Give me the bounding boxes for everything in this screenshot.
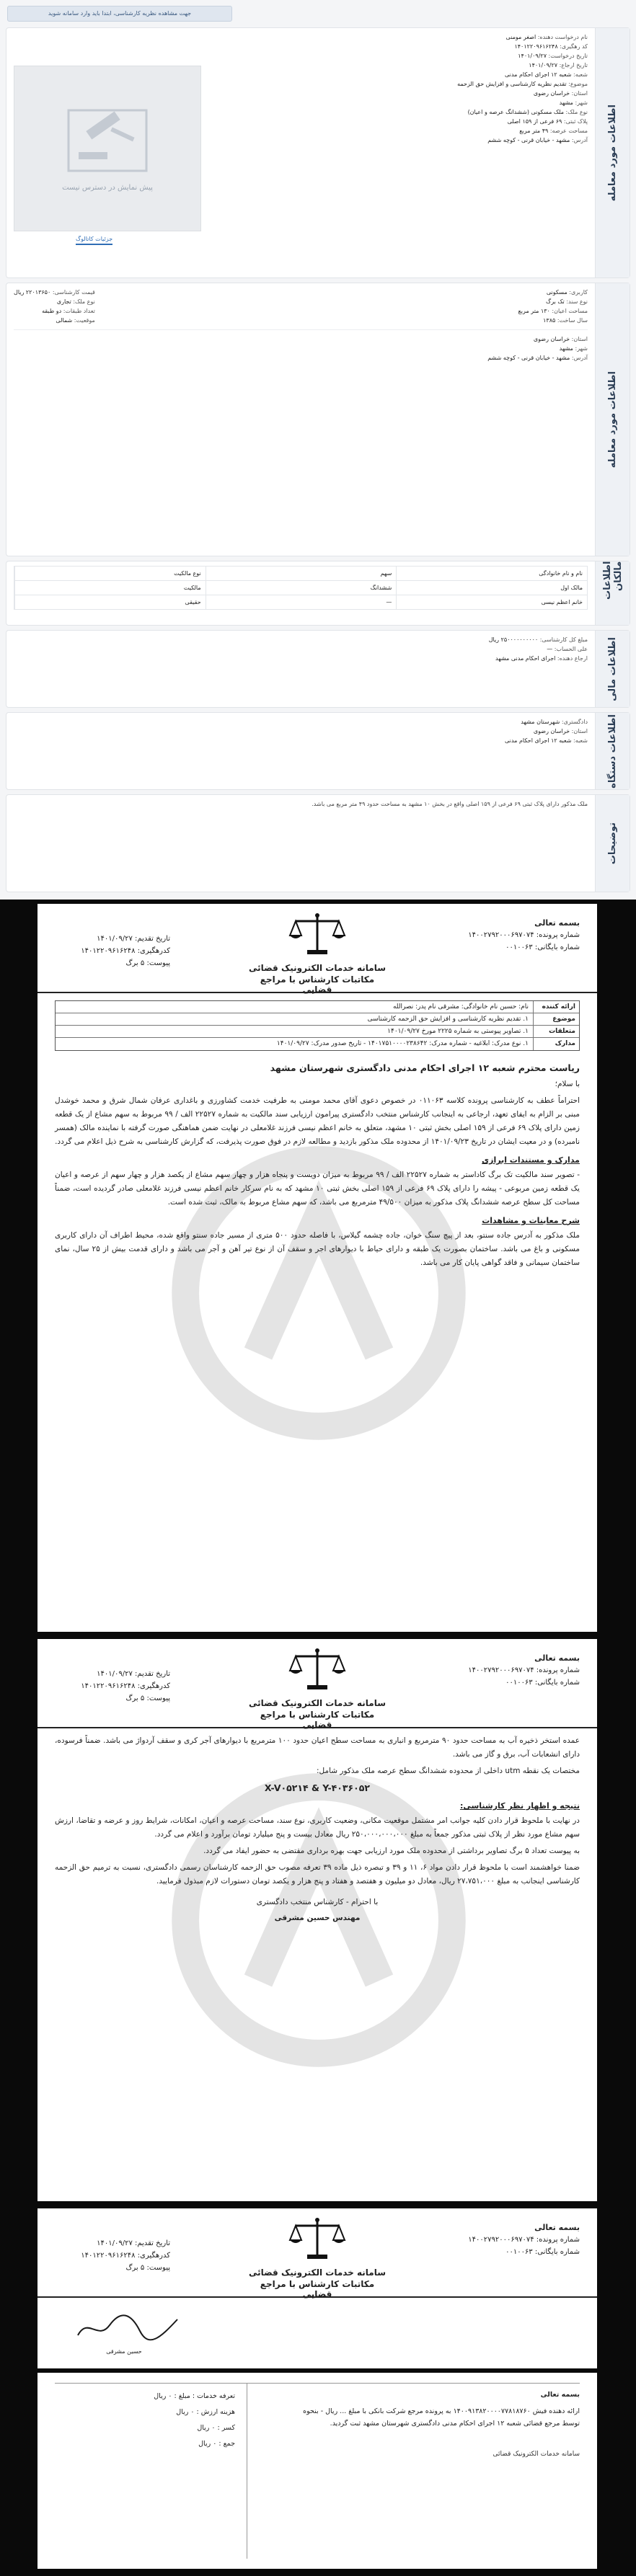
info-row: سال ساخت: ۱۳۸۵: [543, 317, 588, 324]
meta-row: متعلقات ۱. تصاویر پیوستی به شماره ۲۲۲۵ مورخ ۱۴۰۱/۰۹/۲۷: [56, 1026, 579, 1038]
addressee: ریاست محترم شعبه ۱۲ اجرای احکام مدنی دادگستری شهرستان مشهد: [270, 1062, 580, 1073]
case-row: کد رهگیری: ۱۴۰۱۲۲۰۹۶۱۶۲۴۸: [514, 43, 588, 50]
case-row: استان: خراسان رضوی: [533, 90, 588, 97]
property-rows: [14, 288, 588, 363]
case-row: نام درخواست دهنده: اصغر مومنی: [505, 34, 588, 40]
case-row: موضوع: تقدیم نظریه کارشناسی و افزایش حق الزحمه: [457, 81, 588, 87]
document-page-1: [37, 904, 597, 1632]
document-page-3: [37, 2208, 597, 2368]
case-row: نوع ملک: ملک مسکونی (ششدانگ عرصه و اعیان): [467, 109, 588, 115]
section-tab-subject[interactable]: اطلاعات مورد معامله: [595, 28, 630, 277]
header-left: تاریخ تقدیم: ۱۴۰۱/۰۹/۲۷ کدرهگیری: ۱۴۰۱۲۲۰۹۶۱۶۲۴۸ پیوست: ۵ برگ: [81, 935, 170, 967]
owners-table: [14, 566, 588, 610]
justice-scales-icon: [288, 1646, 346, 1692]
device-card: [6, 712, 630, 790]
login-to-view-button[interactable]: جهت مشاهده نظریه کارشناسی، ابتدا باید وارد سامانه شوید: [7, 6, 232, 22]
owner-row: خانم اعظم نیسی — حقیقی: [14, 595, 588, 610]
info-row: مساحت اعیان: ۱۳۰ متر مربع: [518, 308, 588, 314]
justice-scales-icon: [288, 2216, 346, 2262]
info-row: استان: خراسان رضوی: [533, 336, 588, 342]
section-heading: نتیجه و اظهار نظر کارشناسی:: [459, 1801, 580, 1811]
paragraph: - تصویر سند مالکیت تک برگ کاداستر به شماره ۲۲۵۲۷ الف / ۹۹ مربوط به میزان دویست و پنجاه هزار و چهار سهم مشاع از یکصد هزار و چهار سهم از عرصه و اعیان یک قطعه زمین مربوعی - پیشه را دارای پلاک ۶۹ فرعی از ۱۵۹ اصلی بخش ثبتی ۱۰ مشهد که به نام سرکار خانم اعظم نیسی فرزند غلامعلی صادر گردیده است، ضمناً مساحت کل سطح عرصه ششدانگ پلاک مذکور به میزان ۴۹/۵۰۰ مترمربع می باشد، که سهم مشاع مربوط به مالک، ثبت شده است.: [55, 1171, 580, 1207]
paragraph: در نهایت با ملحوظ قرار دادن کلیه جوانب امر مشتمل موقعیت مکانی، وضعیت کاربری، نوع سند، مساحت عرصه و اعیان، امکانات، شرایط روز و عرضه و تقاضا، ارزش سهم مشاع مورد نظر از پلاک ثبتی مذکور جمعاً به مبلغ ۲۵۰،۰۰۰،۰۰۰،۰۰۰ ریال معادل بیست و پنج میلیارد تومان برآورد و اعلام می گردد.: [55, 1816, 580, 1839]
section-tab-notes[interactable]: توضیحات: [595, 795, 630, 892]
info-row: تعداد طبقات: دو طبقه: [42, 308, 95, 314]
scanned-document: [0, 900, 636, 2576]
page-header: [37, 2208, 597, 2298]
header-left: تاریخ تقدیم: ۱۴۰۱/۰۹/۲۷ کدرهگیری: ۱۴۰۱۲۲۰۹۶۱۶۲۴۸ پیوست: ۵ برگ: [81, 2239, 170, 2272]
device-row: دادگستری: شهرستان مشهد: [521, 719, 588, 725]
image-placeholder: [14, 66, 201, 231]
case-row: مساحت عرصه: ۴۹ متر مربع: [519, 128, 588, 134]
billing-row: تعرفه خدمات : مبلغ : ۰ ریال: [154, 2392, 235, 2400]
case-row: شعبه: شعبه ۱۲ اجرای احکام مدنی: [505, 71, 588, 78]
utm-coordinates: X-V۰۵۲۱۴ & Y-۴۰۳۶۰۵۲: [264, 1782, 371, 1793]
case-detail-page: [0, 0, 636, 900]
signature-block: با احترام - کارشناس منتخب دادگستری مهندس حسین مشرقی: [256, 1898, 379, 1922]
submission-meta-table: [55, 1000, 580, 1051]
case-rows: [223, 32, 588, 145]
info-row: قیمت کارشناسی: ۲۲۰۱۳۶۵۰ ریال: [14, 289, 95, 296]
paragraph: به پیوست تعداد ۵ برگ تصاویر برداشتی از محدوده ملک مورد ارزیابی جهت بهره برداری مقتضی به حضور ایفاد می گردد.: [203, 1847, 580, 1855]
info-row: شهر: مشهد: [559, 345, 588, 352]
property-info-card: [6, 283, 630, 556]
billing-slip: [37, 2373, 597, 2569]
billing-row: جمع : ۰ ریال: [198, 2440, 235, 2448]
page-header: [37, 1639, 597, 1728]
case-row: تاریخ ارجاع: ۱۴۰۱/۰۹/۲۷: [529, 62, 588, 68]
owner-row: مالک اول ششدانگ مالکیت: [14, 581, 588, 595]
finance-row: مبلغ کل کارشناسی: ۲۵۰۰۰۰۰۰۰۰۰۰ ریال: [488, 636, 588, 643]
finance-rows: [14, 635, 588, 663]
handwritten-signature: حسین مشرقی: [66, 2309, 182, 2360]
info-row: نوع ملک: تجاری: [56, 298, 95, 305]
info-row: کاربری: مسکونی: [546, 289, 588, 296]
greeting: با سلام؛: [555, 1080, 580, 1088]
justice-scales-icon: [288, 911, 346, 957]
info-row: موقعیت: شمالی: [56, 317, 95, 324]
meta-row: ارائه کننده نام: حسین نام خانوادگی: مشرقی نام پدر: نصرالله: [56, 1001, 579, 1013]
section-heading: مدارک و مستندات ابرازی: [482, 1155, 580, 1165]
billing-row: هزینه ارزش : ۰ ریال: [176, 2408, 235, 2416]
header-right: بسمه تعالی شماره پرونده: ۱۴۰۰۲۷۹۲۰۰۰۶۹۷۰۷۴ شماره بایگانی: ۰۰۱۰۰۶۳: [468, 2223, 580, 2256]
section-tab-property[interactable]: اطلاعات مورد معامله: [595, 283, 630, 556]
finance-row: علی الحساب: —: [547, 646, 588, 652]
device-row: استان: خراسان رضوی: [533, 728, 588, 734]
section-tab-finance[interactable]: اطلاعات مالی: [595, 631, 630, 707]
owners-card: [6, 561, 630, 626]
finance-card: [6, 630, 630, 708]
notes-card: [6, 794, 630, 892]
letter-body: [37, 1728, 597, 1926]
notes-text: ملک مذکور دارای پلاک ثبتی ۶۹ فرعی از ۱۵۹ اصلی واقع در بخش ۱۰ مشهد به مساحت حدود ۴۹ متر مربع می باشد.: [312, 801, 588, 807]
header-center: سامانه خدمات الکترونیک قضائی مکاتبات کارشناس با مراجع قضایی: [245, 911, 389, 995]
signature-icon: [74, 2309, 182, 2345]
device-rows: [14, 717, 588, 745]
case-info-card: [6, 27, 630, 278]
billing-row: کسر : ۰ ریال: [197, 2424, 235, 2432]
meta-row: مدارک ۱. نوع مدرک: ابلاغیه - شماره مدرک: ۱۴۰۱۷۵۱۰۰۰۰۲۳۸۶۴۲ - تاریخ صدور مدرک: ۱۴۰۱/۰۹/۲۷: [56, 1038, 579, 1050]
header-left: تاریخ تقدیم: ۱۴۰۱/۰۹/۲۷ کدرهگیری: ۱۴۰۱۲۲۰۹۶۱۶۲۴۸ پیوست: ۵ برگ: [81, 1670, 170, 1702]
document-page-2: [37, 1639, 597, 2201]
owners-header-row: نام و نام خانوادگی سهم نوع مالکیت: [14, 566, 588, 581]
letter-body: [37, 1051, 597, 1270]
finance-row: ارجاع دهنده: اجرای احکام مدنی مشهد: [495, 655, 588, 662]
gavel-image-icon: [64, 106, 151, 175]
paragraph: ملک مذکور به آدرس جاده سنتو، بعد از پیچ سنگ خوان، جاده چشمه گیلاس، با فاصله حدود ۵۰۰ متری از مسیر جاده سنتو واقع شده، محیط اطراف آن دارای کاربری مسکونی و باغ می باشد. ساختمان بصورت یک طبقه و دارای حیاط با دیوارهای اجر و سقف آن از نوع تیر آهن و آجر می باشد و دارای قدمت بیش از ۲۵ سال، نمای ساختمان سیمانی و فاقد گواهی پایان کار می باشد.: [55, 1231, 580, 1267]
header-center: سامانه خدمات الکترونیک قضائی مکاتبات کارشناس با مراجع قضایی: [245, 2216, 389, 2299]
info-row: نوع سند: تک برگ: [546, 298, 588, 305]
header-center: سامانه خدمات الکترونیک قضائی مکاتبات کارشناس با مراجع قضایی: [245, 1646, 389, 1730]
section-tab-device[interactable]: اطلاعات دستگاه: [595, 713, 630, 789]
page-header: [37, 904, 597, 993]
section-heading: شرح معاینات و مشاهدات: [482, 1216, 580, 1225]
header-right: بسمه تعالی شماره پرونده: ۱۴۰۰۲۷۹۲۰۰۰۶۹۷۰۷۴ شماره بایگانی: ۰۰۱۰۰۶۳: [468, 1653, 580, 1687]
case-row: پلاک ثبتی: ۶۹ فرعی از ۱۵۹ اصلی: [507, 118, 588, 125]
billing-receipt-text: بسمه تعالی ارائه دهنده فیش ۱۴۰۰۹۱۳۸۲۰۰۰۰۷۷۸۱۸۷۶۰ به پرونده مرجع شرکت بانکی با مبلغ ... ریال - بنحوه توسط مرجع قضائی شعبه ۱۲ اجرای احکام مدنی دادگستری شهرستان مشهد ثبت گردید. سامانه خدمات الکترونیک قضائی: [303, 2391, 580, 2458]
paragraph: ضمنا خواهشمند است با ملحوظ قرار دادن مواد ۶، ۱۱ و ۳۹ و تبصره ذیل ماده ۳۹ تعرفه مصوب حق الزحمه کارشناسان رسمی دادگستری، نسبت به ترمیم حق الزحمه کارشناسی اینجانب به مبلغ ۲۷،۷۵۱،۰۰۰ ریال، معادل دو میلیون و هفتصد و هفتاد و پنج هزار و یکصد تومان دستورات لازم مبذول فرمایید.: [55, 1863, 580, 1886]
case-row: شهر: مشهد: [559, 99, 588, 106]
header-right: بسمه تعالی شماره پرونده: ۱۴۰۰۲۷۹۲۰۰۰۶۹۷۰۷۴ شماره بایگانی: ۰۰۱۰۰۶۳: [468, 918, 580, 951]
catalog-details-link[interactable]: جزئیات کاتالوگ: [76, 236, 112, 245]
device-row: شعبه: شعبه ۱۲ اجرای احکام مدنی: [505, 737, 588, 744]
case-row: تاریخ درخواست: ۱۴۰۱/۰۹/۲۷: [518, 53, 588, 59]
info-row: آدرس: مشهد - خیابان قرنی - کوچه ششم: [487, 355, 588, 361]
meta-row: موضوع ۱. تقدیم نظریه کارشناسی و افزایش حق الزحمه کارشناسی: [56, 1013, 579, 1026]
notes-text-wrap: [14, 799, 588, 809]
paragraph: مختصات یک نقطه utm داخلی از محدوده ششدانگ سطح عرصه ملک مذکور شامل:: [316, 1767, 580, 1775]
billing-amounts: [55, 2389, 235, 2452]
case-row: آدرس: مشهد - خیابان قرنی - کوچه ششم: [487, 137, 588, 143]
image-caption: پیش نمایش در دسترس نیست: [62, 183, 153, 192]
paragraph: عمده استخر ذخیره آب به مساحت حدود ۹۰ مترمربع و انباری به مساحت سطح اعیان حدود ۱۰۰ مترمربع با دیوارهای آجر کری و سقف آردواژ می باشد. ضمناً فرسوده، دارای انشعابات آب، برق و گاز می باشد.: [55, 1736, 580, 1759]
section-tab-owners[interactable]: اطلاعات مالکان: [595, 561, 630, 625]
paragraph: احتراماً عطف به کارشناسی پرونده کلاسه ۰۱۱۰۶۳ در خصوص دعوی آقای محمد مومنی به طرفیت خدمت کشاورزی و باغداری عرفان شمال شرق و محمد خوشدل مبنی بر الزام به ایفای تعهد، ارجاعی به اینجانب کارشناس منتخب دادگستری پیرامون ارزیابی سند مالکیت به شماره ۲۲۵۲۷ الف / ۹۹ مربوط به سهم مشاع از یک قطعه زمین دارای پلاک ۶۹ فرعی از ۱۵۹ اصلی بخش ثبتی ۱۰ مشهد، متعلق به خانم اعظم نیسی فرزند غلامعلی در نهایت ضمن هماهنگی صورت گرفته با نماینده مالک (همسر نامبرده) و در معیت ایشان در تاریخ ۱۴۰۱/۰۹/۲۳ از محدوده ملک مذکور بازدید و مطالعه لازم در فوق صورت پذیرفت، که گزارش کارشناسی به شرح ذیل اعلام می گردد.: [55, 1096, 580, 1146]
